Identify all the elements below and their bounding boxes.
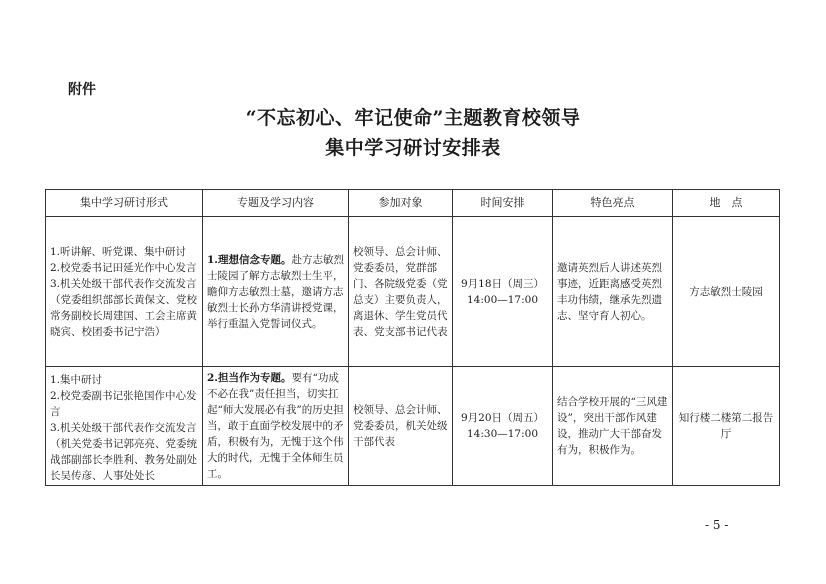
page-number: - 5 -: [705, 518, 729, 532]
form-line: 2.校党委副书记张艳国作中心发言: [50, 390, 197, 418]
highlight-cell: 邀请英烈后人讲述英烈事迹，近距离感受英烈丰功伟绩，继承先烈遗志、坚守育人初心。: [553, 217, 673, 367]
header-participants: 参加对象: [349, 190, 453, 217]
attachment-label: 附件: [68, 82, 96, 98]
header-topic: 专题及学习内容: [203, 190, 349, 217]
highlight-cell: 结合学校开展的“三风建设”，突出干部作风建设，推动广大干部奋发有为，积极作为。: [553, 367, 673, 486]
header-highlights: 特色亮点: [553, 190, 673, 217]
form-line: 2.校党委书记田延光作中心发言: [50, 261, 197, 274]
participants-cell: 校领导、总会计师、党委委员，机关处级干部代表: [349, 367, 453, 486]
form-cell: [46, 367, 203, 486]
time-cell: [453, 367, 553, 486]
table-header-row: [46, 190, 780, 217]
location-cell: 知行楼二楼第二报告厅: [673, 367, 780, 486]
topic-text: 要有“功成不必在我”责任担当，切实扛起“师大发展必有我”的历史担当，敢于直面学校发展中的矛盾，积极有为，无愧于这个伟大的时代，无愧于全体师生员工。: [207, 372, 344, 480]
header-form: 集中学习研讨形式: [46, 190, 203, 217]
schedule-table: [45, 189, 780, 486]
location-cell: 方志敏烈士陵园: [673, 217, 780, 367]
date-text: 9月20日（周五）: [460, 412, 545, 424]
header-location: 地 点: [673, 190, 780, 217]
participants-cell: 校领导、总会计师、党委委员，党群部门、各院级党委（党总支）主要负责人，离退休、学生党员代表、党支部书记代表: [349, 217, 453, 367]
form-cell-content: [50, 372, 198, 480]
form-line: 1.集中研讨: [50, 374, 103, 386]
date-text: 9月18日（周三）: [460, 277, 545, 290]
time-cell: [453, 217, 553, 367]
topic-text: 赴方志敏烈士陵园了解方志敏烈士生平，瞻仰方志敏烈士墓，邀请方志敏烈士长孙方华清讲授党课，举行重温入党誓词仪式。: [207, 253, 344, 330]
topic-cell: [203, 367, 349, 486]
topic-title: 2.担当作为专题。: [207, 372, 292, 384]
time-text: 14:00—17:00: [466, 293, 539, 306]
form-cell: [46, 217, 203, 367]
form-line: 1.听讲解、听党课、集中研讨: [50, 245, 187, 258]
topic-cell: [203, 217, 349, 367]
table-row: [46, 367, 780, 486]
document-title-line-1: “不忘初心、牢记使命”主题教育校领导: [245, 107, 581, 129]
table-row: [46, 217, 780, 367]
document-title-line-2: 集中学习研讨安排表: [325, 137, 501, 159]
time-text: 14:30—17:00: [466, 428, 539, 440]
form-line: 3.机关处级干部代表作交流发言（机关党委书记郭亮亮、党委统战部副部长李胜利、教务处副处长吴传彦、人事处处长: [50, 422, 197, 480]
form-line: 3.机关处级干部代表作交流发言（党委组织部部长黄保文、党校常务副校长周建国、工会主席黄晓宾、校团委书记宁浩）: [50, 277, 197, 338]
topic-title: 1.理想信念专题。: [207, 253, 292, 266]
header-time: 时间安排: [453, 190, 553, 217]
